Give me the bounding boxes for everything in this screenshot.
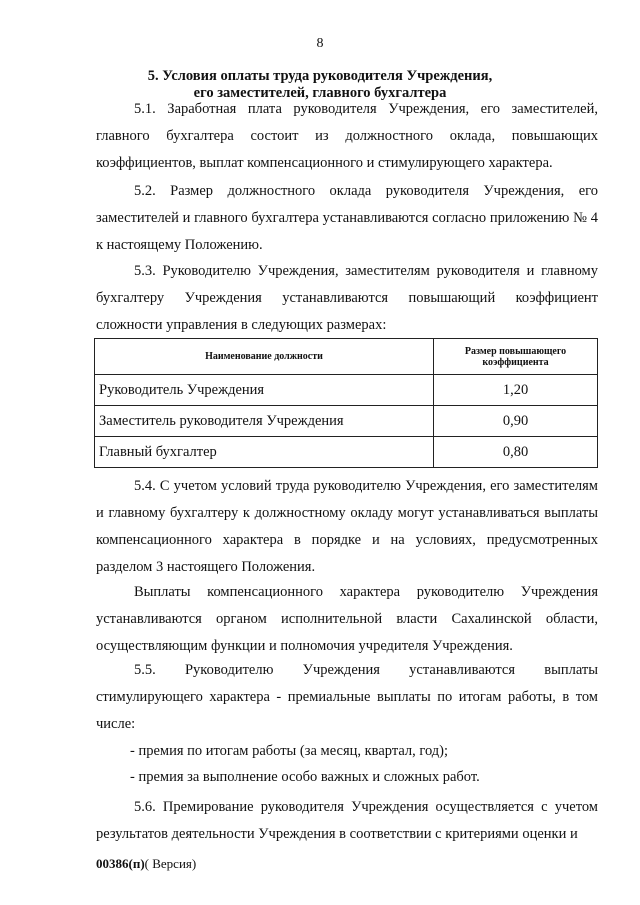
document-code: 00386(п): [96, 856, 145, 871]
paragraph-5-6: 5.6. Премирование руководителя Учреждения осуществляется с учетом результатов деятельности Учреждения в соответствии с критериями оценки и: [96, 799, 598, 842]
paragraph-5-3: 5.3. Руководителю Учреждения, заместителям руководителя и главному бухгалтеру Учреждения устанавливаются повышающий коэффициент сложности управления в следующих размерах:: [96, 263, 598, 333]
section-heading-line1: 5. Условия оплаты труда руководителя Учреждения,: [147, 68, 493, 84]
table-cell-position: Заместитель руководителя Учреждения: [95, 406, 434, 437]
section-heading-line2: его заместителей, главного бухгалтера: [193, 85, 447, 101]
paragraph-compensation: Выплаты компенсационного характера руководителю Учреждения устанавливаются органом исполнительной власти Сахалинской области, осуществляющим функции и полномочия учредителя Учреждения.: [96, 584, 598, 654]
paragraph-5-4: 5.4. С учетом условий труда руководителю Учреждения, его заместителям и главному бухгалтеру к должностному окладу могут устанавливаться выплаты компенсационного характера в порядке и на условиях, предусмотренных разделом 3 настоящего Положения.: [96, 478, 598, 575]
table-cell-value: 0,80: [434, 437, 598, 468]
document-version: ( Версия): [144, 856, 197, 871]
table-cell-value: 0,90: [434, 406, 598, 437]
coefficient-table: [94, 338, 598, 468]
table-row: [95, 375, 598, 406]
list-item-bonus-period: - премия по итогам работы (за месяц, квартал, год);: [130, 743, 449, 759]
table-cell-value: 1,20: [434, 375, 598, 406]
table-cell-position: Главный бухгалтер: [95, 437, 434, 468]
table-row: [95, 437, 598, 468]
table-row: [95, 406, 598, 437]
table-header-coefficient: Размер повышающего коэффициента: [434, 339, 598, 375]
table-header-row: [95, 339, 598, 375]
paragraph-5-2: 5.2. Размер должностного оклада руководителя Учреждения, его заместителей и главного бухгалтера устанавливаются согласно приложению № 4 к настоящему Положению.: [96, 183, 598, 253]
table-header-position: Наименование должности: [95, 339, 434, 375]
paragraph-5-5: 5.5. Руководителю Учреждения устанавливаются выплаты стимулирующего характера - премиальные выплаты по итогам работы, в том числе:: [96, 662, 598, 732]
page-number: 8: [316, 36, 324, 51]
table-cell-position: Руководитель Учреждения: [95, 375, 434, 406]
list-item-bonus-special: - премия за выполнение особо важных и сложных работ.: [130, 769, 480, 785]
document-footer: [96, 856, 196, 872]
paragraph-5-1: 5.1. Заработная плата руководителя Учреждения, его заместителей, главного бухгалтера состоит из должностного оклада, повышающих коэффициентов, выплат компенсационного и стимулирующего характера.: [96, 101, 598, 171]
